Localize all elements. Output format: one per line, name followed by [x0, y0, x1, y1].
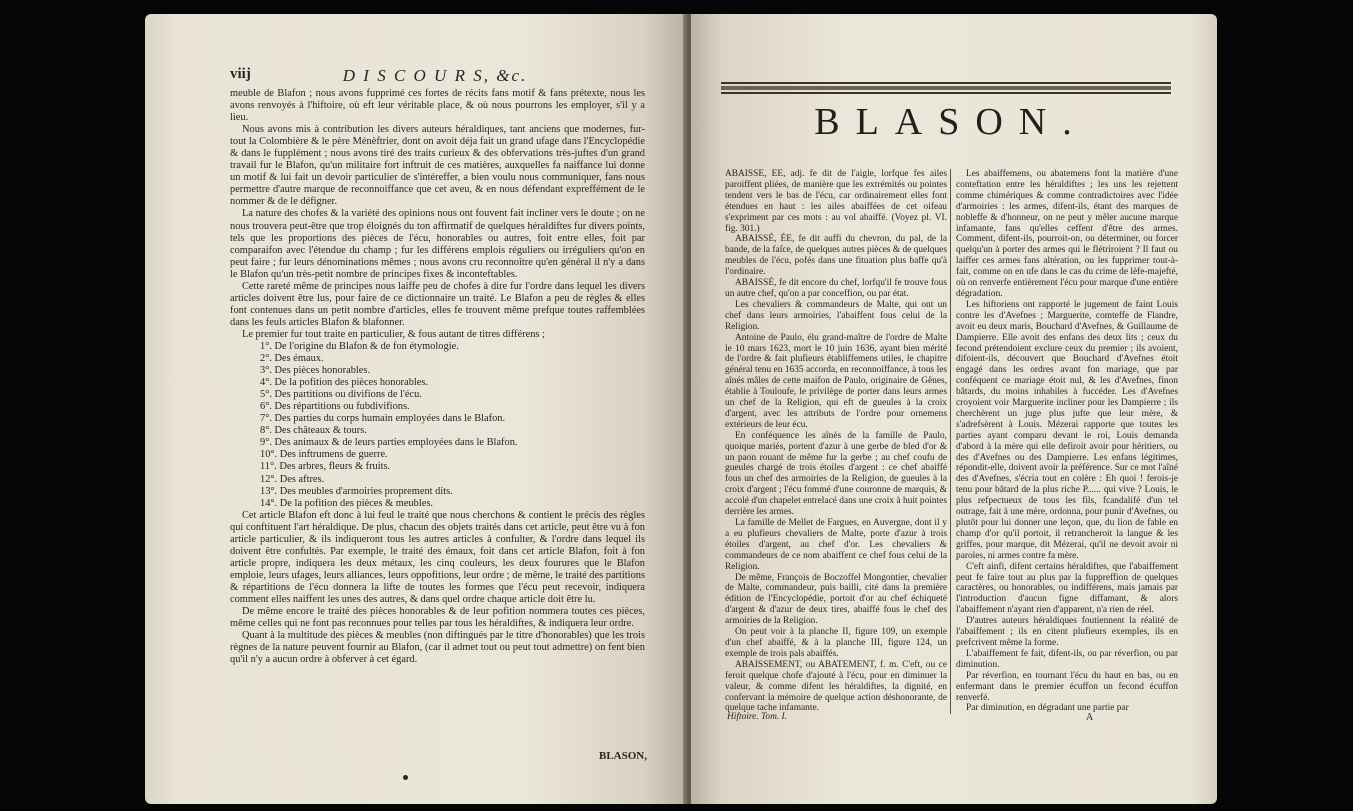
list-item: 1°. De l'origine du Blafon & de fon étymologie. [260, 340, 459, 352]
headpiece-ornament [721, 81, 1171, 95]
list-item: 6°. Des répartitions ou fubdivifions. [260, 401, 410, 413]
signature-mark: A [1086, 712, 1094, 723]
entry-paragraph: L'abaiffement fe fait, difent-ils, ou par réverfion, ou par diminution. [956, 648, 1178, 670]
paragraph: meuble de Blafon ; nous avons fupprimé ces fortes de récits fans motif & fans prétexte, nous les avons renvoyés à l'hiftoire, où eft leur véritable place, & où nous pourrons les employer, s'il y a lieu. [230, 88, 645, 124]
paragraph: La nature des chofes & la variété des opinions nous ont fouvent fait incliner vers le doute ; on ne nous trouvera peut-être que trop éloignés du ton affirmatif de quelques héraldiftes fur divers points, tels que les proportions des pièces de l'écu, honorables ou autres, foit entre elles, foit par comparaifon avec l'étendue du champ ; fur les différens emplois réguliers ou irréguliers qu'on en peut faire ; fur leurs dénominations mêmes ; nous avons cru reconnoître qu'en général il n'y a dans le Blafon qu'un très-petit nombre de principes fixes & inconteftables. [230, 208, 645, 280]
running-head: D I S C O U R S, &c. [342, 66, 528, 85]
left-page [145, 14, 687, 804]
entry-paragraph: Antoine de Paulo, élu grand-maître de l'ordre de Malte le 10 mars 1623, mort le 10 juin 1636, ayant bien mérité de l'ordre & fait plufieurs établiffemens utiles, le chapitre général tenu en 1635 accorda, en reconnoiffance, à tous les aînés mâles de cette maifon de Paulo, originaire de Gênes, établie à Touloufe, le privilège de porter dans leurs armes un chef de la Religion, qui eft de gueules à la croix d'argent, avec les attributs de l'ordre pour ornemens extérieurs de leur écu. [725, 332, 947, 430]
paragraph: Le premier fur tout traite en particulier, & fous autant de titres différens ; [242, 328, 545, 340]
text-column-right [956, 169, 1178, 729]
entry-paragraph: La famille de Mellet de Fargues, en Auvergne, dont il y a eu plufieurs chevaliers de Malte, porte d'azur à trois étoiles d'argent, au chef d'or. Les chevaliers & commandeurs de ce nom abaiffent ce chef fous celui de la Religion. [725, 518, 947, 572]
entry-paragraph: Les abaiffemens, ou abatemens font la matière d'une conteftation entre les héraldiftes ; les uns les rejettent comme chimériques & comme contradictoires avec l'idée d'armoiries : les armes, difent-ils, étant des marques de nobleffe & d'honneur, on ne peut y mêler aucune marque infamante, fans qu'elles ceffent d'être des armes. Comment, difent-ils, pourroit-on, ou déterminer, ou forcer quelqu'un à porter des armes qui le flétriroient ? Il faut ou laiffer ces armes fans altération, ou les fupprimer tout-à-fait, comme on en ufe dans le cas du crime de lèfe-majefté, où on renverfe entièrement l'écu pour marque d'une entière dégradation. [956, 169, 1178, 299]
entry-paragraph: C'eft ainfi, difent certains héraldiftes, que l'abaiffement peut fe faire tout au plus par la fuppreffion de quelques caractères, ou honorables, ou indifférens, mais jamais par l'introduction d'aucun figne diffamant, & alors l'abaiffement n'ayant rien d'apparent, n'a rien de réel. [956, 561, 1178, 616]
page-number: viij [230, 66, 251, 82]
entry-paragraph: ABAISSÉ, ÉE, adj. fe dit de l'aigle, lorfque fes ailes paroiffent pliées, de manière que les extrémités ou pointes tendent vers le bas de l'écu, car ordinairement elles font étendues en haut : les ailes abaiffées de cet oifeau s'expriment par ces mots : au vol abaiffé. (Voyez pl. VI. fig. 301.) [725, 169, 947, 234]
entry-paragraph: Par diminution, en dégradant une partie par [966, 703, 1129, 714]
paragraph: Nous avons mis à contribution les divers auteurs héraldiques, tant anciens que modernes, fur-tout la Colombière & le père Ménèftrier, dont on avoit déja fait un grand ufage dans l'Encyclopédie & dans le fupplément ; nous avons tiré des traits curieux & des obfervations très-juftes d'un grand travail fur le Blafon, qu'un militaire fort inftruit de ces matières, auxquelles fa naiffance lui donne un motif & lui fait un devoir particulier de s'intéreffer, a bien voulu nous communiquer, fans nous permettre d'autre marque de reconnoiffance que cet aveu, & en nous défendant expreffément de le nommer & de le défigner. [230, 124, 645, 208]
list-item: 3°. Des pièces honorables. [260, 365, 371, 377]
column-rule [950, 169, 951, 714]
list-item: 12°. Des aftres. [260, 473, 325, 485]
entry-paragraph: D'autres auteurs héraldiques foutiennent la réalité de l'abaiffement ; ils en citent plufieurs exemples, ils en prefcrivent même la forme. [956, 616, 1178, 648]
list-item: 13°. Des meubles d'armoiries proprement dits. [260, 485, 453, 497]
catchword: BLASON, [599, 750, 647, 762]
paragraph: De même encore le traité des pièces honorables & de leur pofition nommera toutes ces pièces, même celles qui ne font pas reconnues pour telles par tous les héraldiftes, & indiquera leur ordre. [230, 606, 645, 630]
left-body-text [230, 88, 645, 778]
list-item: 9°. Des animaux & de leurs parties employées dans le Blafon. [260, 437, 518, 449]
list-item: 10°. Des inftrumens de guerre. [260, 449, 388, 461]
printer-mark [403, 775, 408, 780]
list-item: 7°. Des parties du corps humain employées dans le Blafon. [260, 413, 506, 425]
list-item: 14°. De la pofition des pièces & meubles. [260, 497, 433, 509]
topic-list [230, 341, 645, 510]
page-title: BLASON. [814, 101, 1088, 143]
entry-paragraph: De même, François de Boczoffel Mongontier, chevalier de Malte, commandeur, puis bailli, cité dans la première édition de l'Encyclopédie, portoit d'or au chef échiqueté d'argent & d'azur de deux tires, abaiffé fous le chef des armoiries de la Religion. [725, 572, 947, 627]
entry-paragraph: ABAISSÉ, fe dit encore du chef, lorfqu'il fe trouve fous un autre chef, qu'on a par conceffion, ou par état. [725, 278, 947, 299]
entry-paragraph: Les chevaliers & commandeurs de Malte, qui ont un chef dans leurs armoiries, l'abaiffent fous celui de la Religion. [725, 299, 947, 332]
left-header [230, 66, 640, 86]
entry-paragraph: Par réverfion, en tournant l'écu du haut en bas, ou en enfermant dans le premier écuffon un fecond écuffon renverfé. [956, 670, 1178, 703]
entry-paragraph: ABAISSÉ, ÉE, fe dit auffi du chevron, du pal, de la bande, de la faſce, de quelques autres pièces & de quelques meubles de l'écu, pofés dans une fituation plus baffe qu'à l'ordinaire. [725, 234, 947, 278]
list-item: 11°. Des arbres, fleurs & fruits. [260, 461, 391, 473]
list-item: 2°. Des émaux. [260, 353, 324, 365]
entry-paragraph: On peut voir à la planche II, figure 109, un exemple d'un chef abaiffé, & à la planche III, figure 124, un exemple de trois pals abaiffés. [725, 627, 947, 659]
volume-footer: Hiftoire. Tom. I. [727, 712, 787, 722]
paragraph: Cet article Blafon eft donc à lui feul le traité que nous cherchons & contient le précis des règles qui conftituent l'art héraldique. De plus, chacun des objets traités dans cet article, peut être vu à fon article particulier, & ils indiqueront tous les autres articles à confulter, & l'ordre dans lequel ils doivent être confultés. Par exemple, le traité des émaux, foit dans cet article Blafon, foit à fon article propre, indiquera les deux métaux, les cinq couleurs, les deux fourures que le Blafon emploie, leurs ufages, leurs alliances, leurs oppofitions, leur ordre ; de même, le traité des partitions & répartitions de l'écu donnera la lifte de toutes les formes que l'écu peut recevoir, indiquera comment elles naiffent les unes des autres, & dans quel ordre chaque article doit être lu. [230, 509, 645, 605]
list-item: 4°. De la pofition des pièces honorables. [260, 377, 429, 389]
text-column-left [725, 169, 947, 729]
paragraph: Cette rareté même de principes nous laiffe peu de chofes à dire fur l'ordre dans lequel les divers articles doivent être lus, pour faire de ce dictionnaire un traité. Le Blafon a peu de règles & elles font contenues dans un petit nombre d'articles, elles fe trouvent même prefque toutes raffemblées dans les feuls articles Blafon & blafonner. [230, 280, 645, 328]
entry-paragraph: En conféquence les aînés de la famille de Paulo, quoique mariés, portent d'azur à une gerbe de bled d'or & un paon rouant de même fur la gerbe ; au chef coufu de gueules chargé de trois étoiles d'argent : ce chef abaiffé fous un chef des armoiries de la Religion, de gueules à la croix d'argent ; l'écu fommé d'une couronne de marquis, & accolé d'un chapelet entrelacé dans une croix à huit pointes derrière les armes. [725, 430, 947, 518]
entry-paragraph: ABAISSEMENT, ou ABATEMENT, f. m. C'eft, ou ce feroit quelque chofe d'ajouté à l'écu, pour en diminuer la valeur, & comme difent les héraldiftes, la dignité, en confervant la mémoire de quelque action déshonorante, de quelque tache infamante. [725, 659, 947, 714]
open-book [145, 14, 1217, 804]
entry-paragraph: Les hiftoriens ont rapporté le jugement de faint Louis contre les d'Avefnes ; Marguerite, comteffe de Flandre, avoit eu deux maris, Bouchard d'Avefnes, & Guillaume de Dampierre. Elle avoit des enfans des deux lits ; ceux du fecond prétendoient exclure ceux du premier ; ils avoient, difoient-ils, découvert que Bouchard d'Avefnes étoit engagé dans les ordres avant fon mariage, que par conféquent ce mariage étoit nul, & les d'Avefnes, finon bâtards, du moins inhabiles à fuccéder. Les d'Avefnes croyoient voir Marguerite incliner pour les Dampierre ; ils cherchèrent un juge plus jufte que leur mère, & s'adrefsèrent à Louis. Mézerai rapporte que toutes les parties ayant comparu devant le roi, Louis demanda d'abord à la mère qui elle defiroit avoir pour héritiers, ou des d'Avefnes ou des Dampierre. Les enfans légitimes, répondit-elle, doivent avoir la préférence. Sur ce mot l'aîné des d'Avefnes, s'écria tout en colère : Eh quoi ! ferois-je tenu pour bâtard de la plus riche P...... qui vive ? Louis, le plus refpectueux de tous les fils, fcandalifé d'un tel outrage, fait à une mère, ordonna, pour punir d'Avefnes, ou plutôt pour lui donner une leçon, que, du lion de fable en champ d'or qu'il portoit, il retrancheroit la langue & les griffes, pour marque, dit Mézerai, qu'il ne devoit avoir ni paroles, ni armes contre fa mère. [956, 299, 1178, 561]
list-item: 5°. Des partitions ou divifions de l'écu. [260, 389, 422, 401]
right-page [691, 14, 1217, 804]
list-item: 8°. Des châteaux & tours. [260, 425, 367, 437]
paragraph: Quant à la multitude des pièces & meubles (non diftingués par le titre d'honorables) que les trois règnes de la nature peuvent fournir au Blafon, (car il admet tout ou peut tout admettre) on fent bien qu'il n'y a aucun ordre à obferver à cet égard. [230, 630, 645, 666]
